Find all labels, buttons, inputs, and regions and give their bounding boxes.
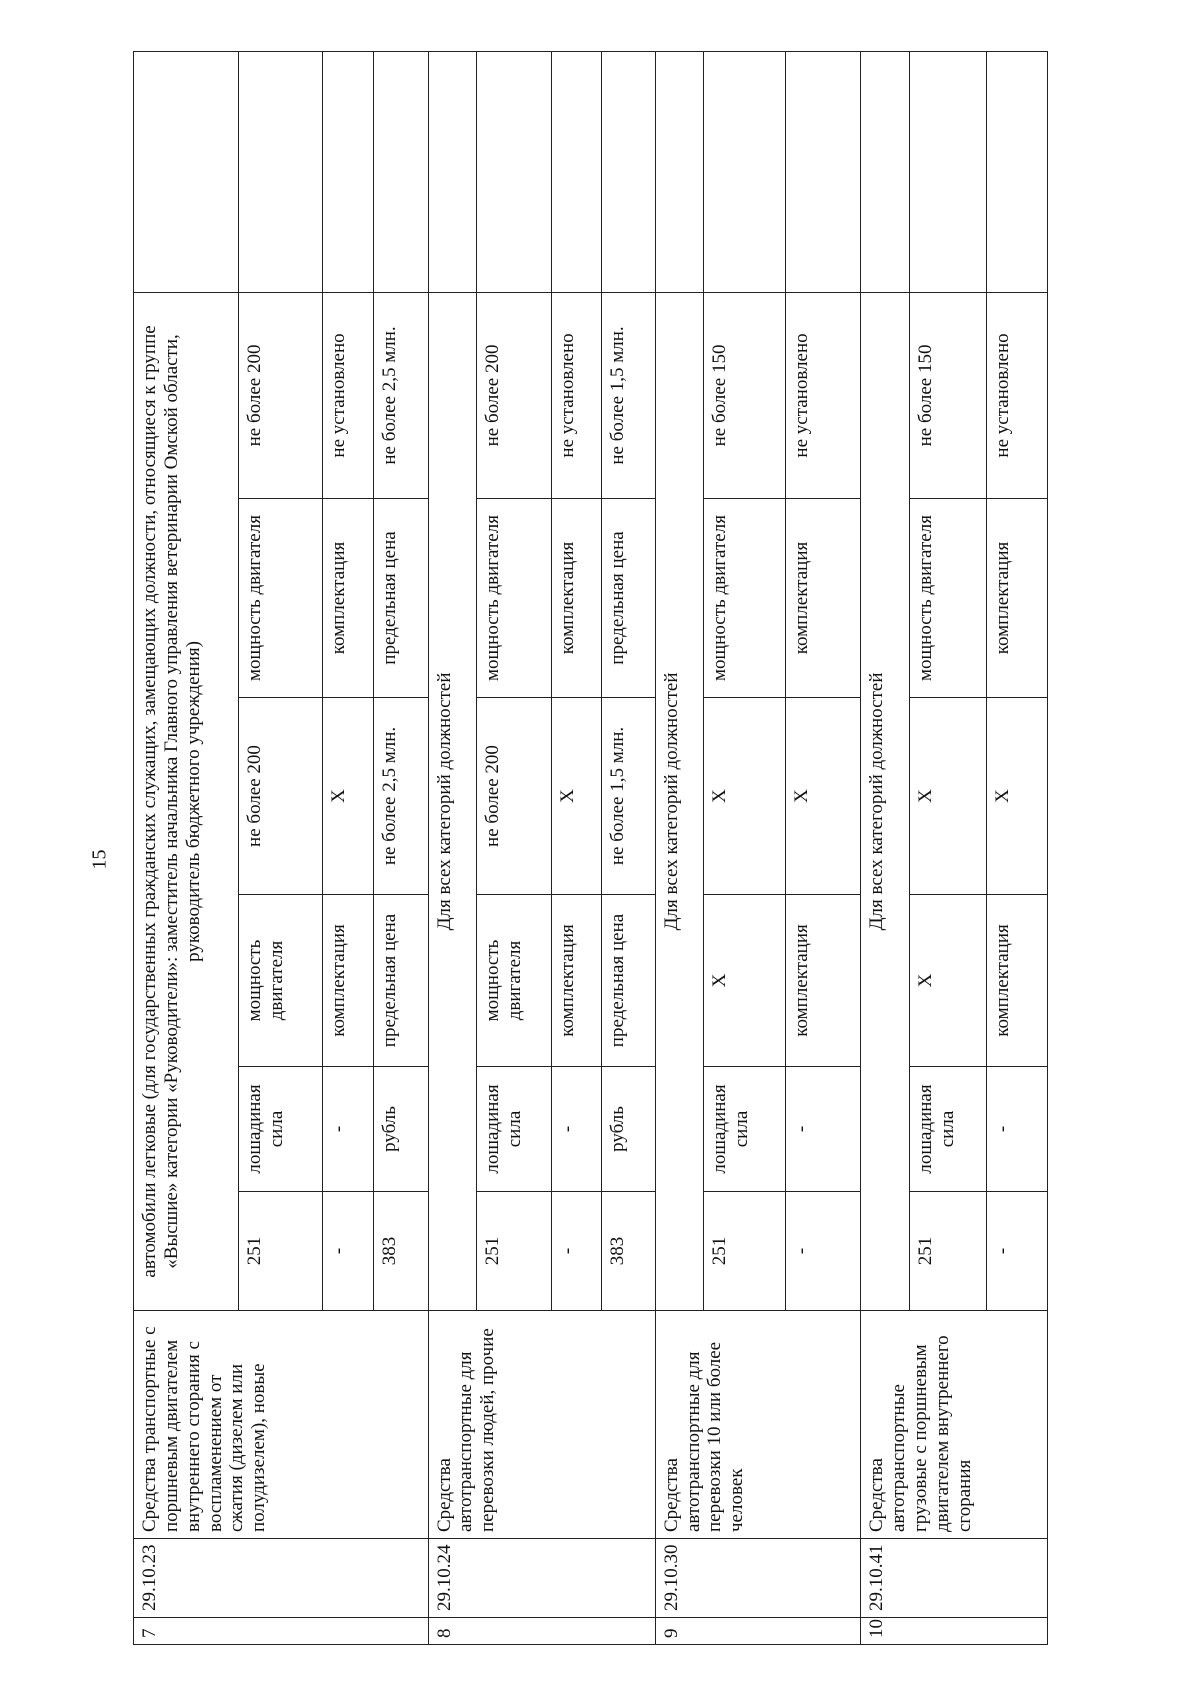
unit-name: лошадиная сила (239, 1067, 323, 1192)
characteristic-1: мощность двигателя (476, 895, 551, 1067)
characteristic-2: предельная цена (373, 499, 428, 698)
unit-name: - (551, 1067, 601, 1192)
group-header: Для всех категорий должностей (428, 292, 476, 1310)
value-2: не установлено (551, 292, 601, 498)
characteristic-2: комплектация (786, 499, 861, 698)
item-name: Средства автотранспортные грузовые с поршневым двигателем внутреннего сгорания (861, 1311, 1048, 1539)
characteristic-2: мощность двигателя (909, 499, 986, 698)
unit-name: рубль (373, 1067, 428, 1192)
value-1: Х (986, 698, 1047, 895)
value-1: не более 2,5 млн. (373, 698, 428, 895)
value-2: не более 150 (909, 292, 986, 498)
unit-name: рубль (602, 1067, 656, 1192)
empty-cell (551, 51, 601, 292)
value-1: не более 1,5 млн. (602, 698, 656, 895)
characteristic-2: мощность двигателя (476, 499, 551, 698)
row-number: 8 (428, 1618, 655, 1645)
okpd-code: 29.10.30 (655, 1539, 861, 1618)
characteristic-1: комплектация (322, 895, 373, 1067)
page-number: 15 (88, 849, 111, 870)
okei-code: 383 (602, 1192, 656, 1311)
okpd-code: 29.10.41 (861, 1539, 1048, 1618)
characteristic-2: мощность двигателя (703, 499, 786, 698)
okpd-code: 29.10.24 (428, 1539, 655, 1618)
characteristic-1: комплектация (786, 895, 861, 1067)
group-header: Для всех категорий должностей (655, 292, 703, 1310)
characteristic-2: мощность двигателя (239, 499, 323, 698)
table-row (134, 51, 239, 1644)
unit-name: лошадиная сила (703, 1067, 786, 1192)
empty-cell (861, 51, 909, 292)
group-header: автомобили легковые (для государственных гражданских служащих, замещающих должности, относящиеся к группе «Высшие» категории «Руководители»: заместитель начальника Главного управления ветеринарии Омской области, руководитель бюджетного учреждения) (134, 292, 239, 1310)
okei-code: - (786, 1192, 861, 1311)
value-1: Х (786, 698, 861, 895)
value-1: Х (322, 698, 373, 895)
okei-code: 251 (476, 1192, 551, 1311)
okei-code: 383 (373, 1192, 428, 1311)
empty-cell (655, 51, 703, 292)
unit-name: - (322, 1067, 373, 1192)
value-1: Х (551, 698, 601, 895)
okei-code: 251 (909, 1192, 986, 1311)
row-number: 7 (134, 1618, 429, 1645)
unit-name: лошадиная сила (476, 1067, 551, 1192)
value-2: не более 2,5 млн. (373, 292, 428, 498)
empty-cell (703, 51, 786, 292)
value-1: не более 200 (476, 698, 551, 895)
table-row (655, 51, 703, 1644)
characteristic-2: комплектация (551, 499, 601, 698)
group-header: Для всех категорий должностей (861, 292, 909, 1310)
item-name: Средства автотранспортные для перевозки 10 или более человек (655, 1311, 861, 1539)
empty-cell (986, 51, 1047, 292)
okei-code: 251 (703, 1192, 786, 1311)
empty-cell (428, 51, 476, 292)
empty-cell (239, 51, 323, 292)
item-name: Средства транспортные с поршневым двигателем внутреннего сгорания с воспламенением от сжатия (дизелем или полудизелем), новые (134, 1311, 429, 1539)
okei-code: 251 (239, 1192, 323, 1311)
empty-cell (134, 51, 239, 292)
empty-cell (373, 51, 428, 292)
characteristic-1: Х (703, 895, 786, 1067)
characteristic-1: комплектация (986, 895, 1047, 1067)
okpd-code: 29.10.23 (134, 1539, 429, 1618)
okei-code: - (986, 1192, 1047, 1311)
characteristic-2: комплектация (322, 499, 373, 698)
row-number: 10 (861, 1618, 1048, 1645)
value-2: не более 200 (476, 292, 551, 498)
characteristic-1: предельная цена (373, 895, 428, 1067)
value-1: не более 200 (239, 698, 323, 895)
row-number: 9 (655, 1618, 861, 1645)
value-1: Х (909, 698, 986, 895)
okei-code: - (551, 1192, 601, 1311)
value-2: не более 1,5 млн. (602, 292, 656, 498)
value-1: Х (703, 698, 786, 895)
value-2: не установлено (322, 292, 373, 498)
characteristic-1: мощность двигателя (239, 895, 323, 1067)
empty-cell (476, 51, 551, 292)
table-row (861, 51, 909, 1644)
characteristic-1: Х (909, 895, 986, 1067)
empty-cell (909, 51, 986, 292)
unit-name: - (786, 1067, 861, 1192)
empty-cell (602, 51, 656, 292)
unit-name: лошадиная сила (909, 1067, 986, 1192)
value-2: не установлено (786, 292, 861, 498)
characteristic-2: комплектация (986, 499, 1047, 698)
value-2: не более 150 (703, 292, 786, 498)
empty-cell (786, 51, 861, 292)
empty-cell (322, 51, 373, 292)
characteristic-2: предельная цена (602, 499, 656, 698)
unit-name: - (986, 1067, 1047, 1192)
table-row (428, 51, 476, 1644)
value-2: не более 200 (239, 292, 323, 498)
okei-code: - (322, 1192, 373, 1311)
limits-table (133, 51, 1048, 1645)
item-name: Средства автотранспортные для перевозки людей, прочие (428, 1311, 655, 1539)
characteristic-1: предельная цена (602, 895, 656, 1067)
value-2: не установлено (986, 292, 1047, 498)
characteristic-1: комплектация (551, 895, 601, 1067)
rotated-table-container (133, 52, 1048, 1645)
